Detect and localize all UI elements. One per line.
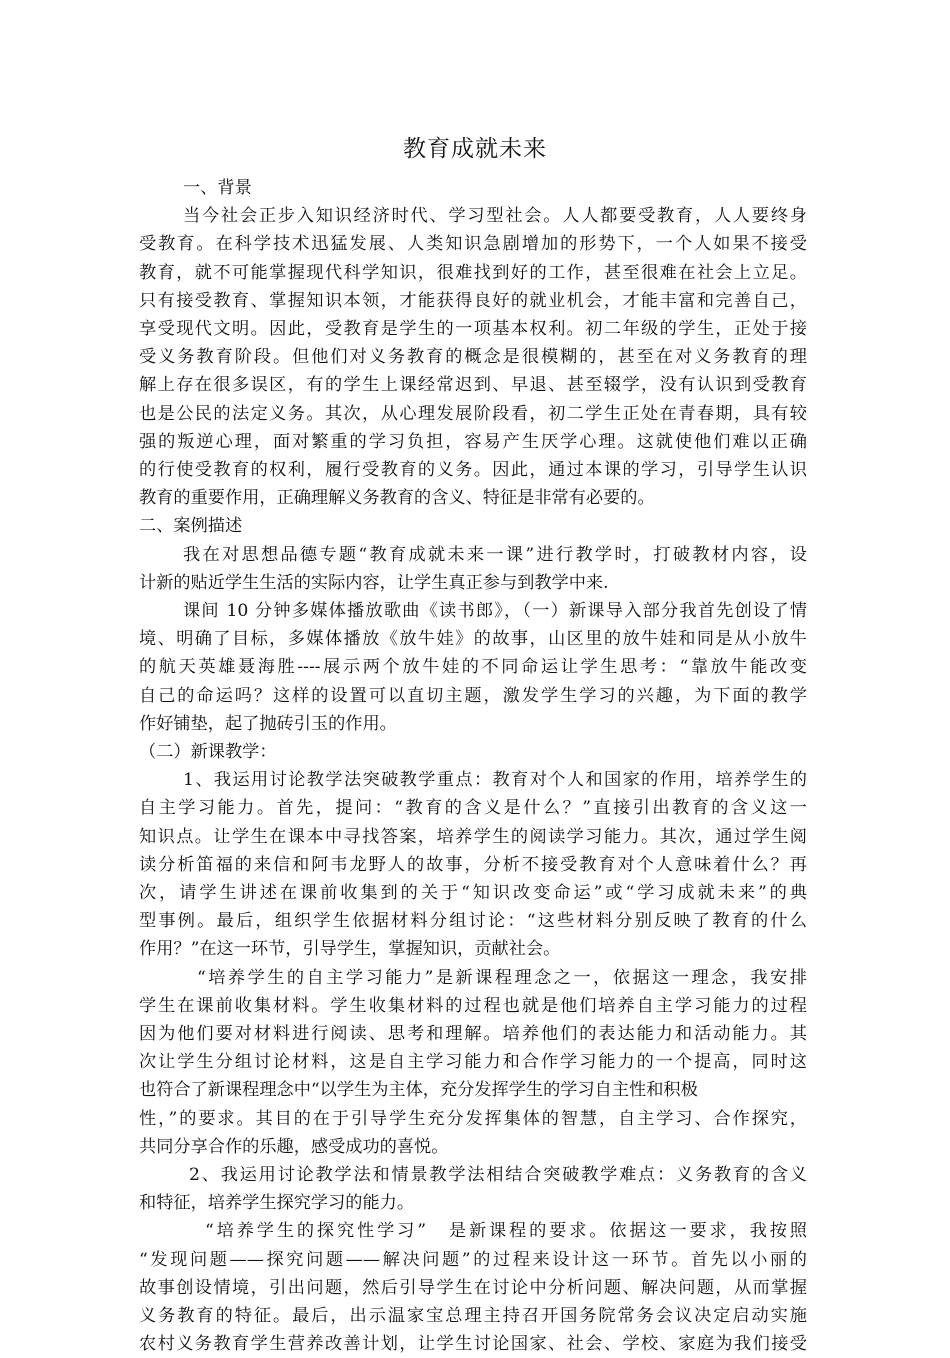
text-line: 解上存在很多误区，有的学生上课经常迟到、早退、甚至辍学，没有认识到受教育 xyxy=(139,375,807,395)
text-line: 读分析笛福的来信和阿韦龙野人的故事，分析不接受教育对个人意味着什么？再 xyxy=(139,855,807,875)
text-line: 义务教育的特征。最后，出示温家宝总理主持召开国务院常务会议决定启动实施 xyxy=(139,1306,807,1326)
text-line: 故事创设情境，引出问题，然后引导学生在讨论中分析问题、解决问题，从而掌握 xyxy=(139,1278,807,1298)
text-line: 境、明确了目标，多媒体播放《放牛娃》的故事，山区里的放牛娃和同是从小放牛 xyxy=(139,629,807,649)
text-line: 教育的重要作用，正确理解义务教育的含义、特征是非常有必要的。 xyxy=(139,488,655,508)
text-line: 知识点。让学生在课本中寻找答案，培养学生的阅读学习能力。其次，通过学生阅 xyxy=(139,827,807,847)
text-line: 计新的贴近学生生活的实际内容，让学生真正参与到教学中来. xyxy=(139,573,609,593)
text-line: 受义务教育阶段。但他们对义务教育的概念是很模糊的，甚至在对义务教育的理 xyxy=(139,347,807,367)
text-line: 农村义务教育学生营养改善计划，让学生讨论国家、社会、学校、家庭为我们接受 xyxy=(139,1334,807,1354)
text-line: 1、我运用讨论教学法突破教学重点：教育对个人和国家的作用，培养学生的 xyxy=(183,770,807,790)
text-line: 和特征，培养学生探究学习的能力。 xyxy=(139,1193,415,1213)
text-line: “发现问题——探究问题——解决问题”的过程来设计这一环节。首先以小丽的 xyxy=(139,1250,807,1270)
text-line: 2、我运用讨论教学法和情景教学法相结合突破教学难点：义务教育的含义 xyxy=(189,1165,807,1185)
text-line: “培养学生的自主学习能力”是新课程理念之一，依据这一理念，我安排 xyxy=(197,968,807,988)
text-line: 性，”的要求。其目的在于引导学生充分发挥集体的智慧，自主学习、合作探究， xyxy=(139,1109,807,1129)
text-line: 的航天英雄聂海胜----展示两个放牛娃的不同命运让学生思考：“靠放牛能改变 xyxy=(139,657,807,677)
text-line: 型事例。最后，组织学生依据材料分组讨论：“这些材料分别反映了教育的什么 xyxy=(139,911,807,931)
text-line: 作好铺垫，起了抛砖引玉的作用。 xyxy=(139,714,397,734)
text-line: “培养学生的探究性学习” 是新课程的要求。依据这一要求，我按照 xyxy=(205,1221,807,1241)
text-line: 自己的命运吗？这样的设置可以直切主题，激发学生学习的兴趣，为下面的教学 xyxy=(139,686,807,706)
text-line: 次让学生分组讨论材料，这是自主学习能力和合作学习能力的一个提高，同时这 xyxy=(139,1052,807,1072)
text-line: 一、背景 xyxy=(183,178,252,198)
text-line: 次，请学生讲述在课前收集到的关于“知识改变命运”或“学习成就未来”的典 xyxy=(139,883,807,903)
document-title: 教育成就未来 xyxy=(403,136,547,162)
text-line: 的行使受教育的权利，履行受教育的义务。因此，通过本课的学习，引导学生认识 xyxy=(139,460,807,480)
text-line: （二）新课教学： xyxy=(139,742,277,762)
text-line: 当今社会正步入知识经济时代、学习型社会。人人都要受教育，人人要终身 xyxy=(183,206,807,226)
text-line: 教育，就不可能掌握现代科学知识，很难找到好的工作，甚至很难在社会上立足。 xyxy=(139,263,807,283)
text-line: 我在对思想品德专题“教育成就未来一课”进行教学时，打破教材内容，设 xyxy=(183,545,807,565)
text-line: 只有接受教育、掌握知识本领，才能获得良好的就业机会，才能丰富和完善自己， xyxy=(139,291,807,311)
text-line: 也符合了新课程理念中“以学生为主体，充分发挥学生的学习自主性和积极 xyxy=(139,1080,698,1100)
text-line: 课间 10 分钟多媒体播放歌曲《读书郎》，（一）新课导入部分我首先创设了情 xyxy=(183,601,807,621)
text-line: 受教育。在科学技术迅猛发展、人类知识急剧增加的形势下，一个人如果不接受 xyxy=(139,234,807,254)
text-line: 因为他们要对材料进行阅读、思考和理解。培养他们的表达能力和活动能力。其 xyxy=(139,1024,807,1044)
text-line: 学生在课前收集材料。学生收集材料的过程也就是他们培养自主学习能力的过程 xyxy=(139,996,807,1016)
text-line: 强的叛逆心理，面对繁重的学习负担，容易产生厌学心理。这就使他们难以正确 xyxy=(139,432,807,452)
text-line: 享受现代文明。因此，受教育是学生的一项基本权利。初二年级的学生，正处于接 xyxy=(139,319,807,339)
text-line: 作用？”在这一环节，引导学生，掌握知识，贡献社会。 xyxy=(139,939,561,959)
text-line: 自主学习能力。首先，提问：“教育的含义是什么？”直接引出教育的含义这一 xyxy=(139,798,807,818)
text-line: 也是公民的法定义务。其次，从心理发展阶段看，初二学生正处在青春期，具有较 xyxy=(139,404,807,424)
text-line: 二、案例描述 xyxy=(139,516,243,536)
text-line: 共同分享合作的乐趣，感受成功的喜悦。 xyxy=(139,1137,449,1157)
